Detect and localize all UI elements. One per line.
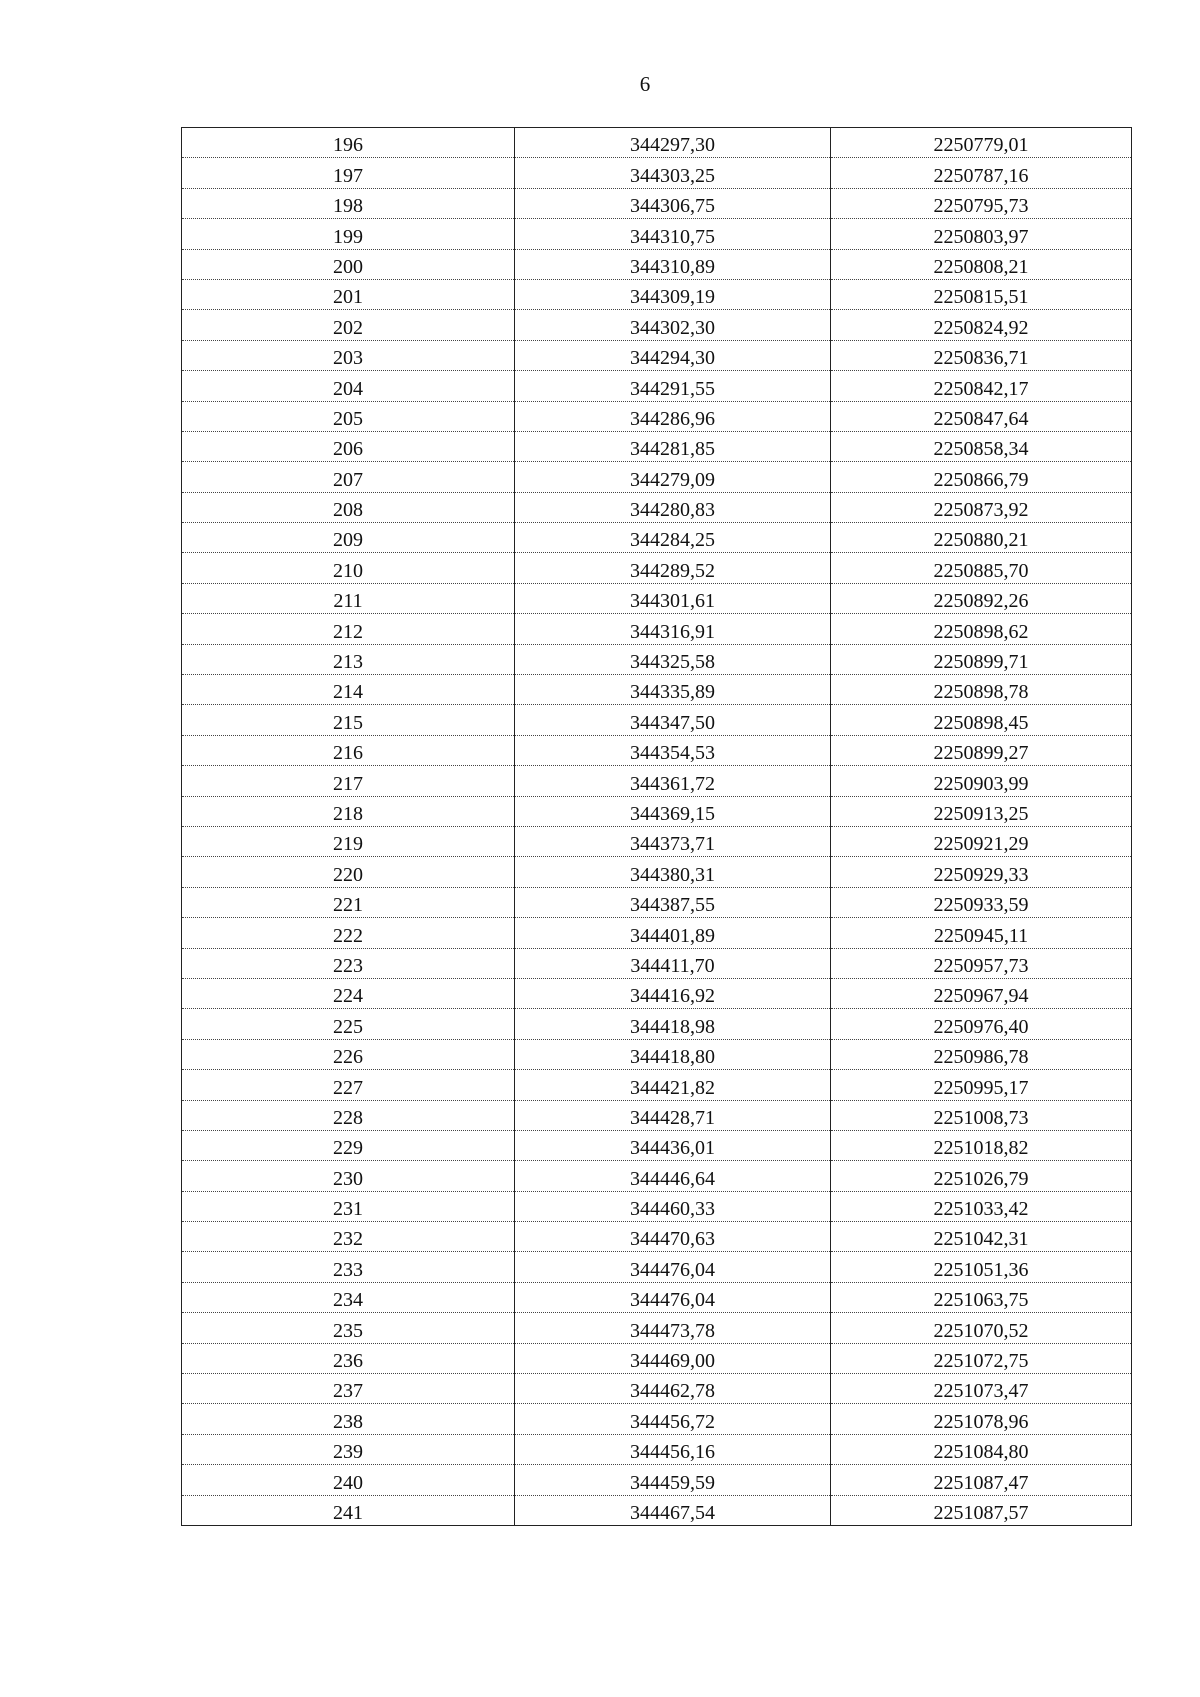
point-number-cell: 239 <box>182 1434 515 1464</box>
y-coordinate-cell: 2251070,52 <box>831 1313 1132 1343</box>
point-number-cell: 221 <box>182 887 515 917</box>
table-row <box>182 705 1132 735</box>
table-row <box>182 948 1132 978</box>
x-coordinate-cell: 344421,82 <box>515 1070 831 1100</box>
y-coordinate-cell: 2250842,17 <box>831 371 1132 401</box>
point-number-cell: 225 <box>182 1009 515 1039</box>
point-number-cell: 211 <box>182 583 515 613</box>
y-coordinate-cell: 2250892,26 <box>831 583 1132 613</box>
table-row <box>182 523 1132 553</box>
point-number-cell: 218 <box>182 796 515 826</box>
x-coordinate-cell: 344460,33 <box>515 1191 831 1221</box>
point-number-cell: 200 <box>182 249 515 279</box>
y-coordinate-cell: 2251042,31 <box>831 1222 1132 1252</box>
point-number-cell: 231 <box>182 1191 515 1221</box>
table-row <box>182 553 1132 583</box>
y-coordinate-cell: 2251018,82 <box>831 1130 1132 1160</box>
point-number-cell: 238 <box>182 1404 515 1434</box>
point-number-cell: 214 <box>182 675 515 705</box>
x-coordinate-cell: 344369,15 <box>515 796 831 826</box>
table-row <box>182 401 1132 431</box>
point-number-cell: 201 <box>182 279 515 309</box>
table-row <box>182 1039 1132 1069</box>
table-row <box>182 1374 1132 1404</box>
table-row <box>182 796 1132 826</box>
x-coordinate-cell: 344462,78 <box>515 1374 831 1404</box>
point-number-cell: 240 <box>182 1465 515 1495</box>
page-number: 6 <box>639 72 651 96</box>
point-number-cell: 232 <box>182 1222 515 1252</box>
point-number-cell: 215 <box>182 705 515 735</box>
y-coordinate-cell: 2250880,21 <box>831 523 1132 553</box>
y-coordinate-cell: 2250957,73 <box>831 948 1132 978</box>
point-number-cell: 241 <box>182 1495 515 1525</box>
table-row <box>182 918 1132 948</box>
y-coordinate-cell: 2251072,75 <box>831 1343 1132 1373</box>
point-number-cell: 233 <box>182 1252 515 1282</box>
point-number-cell: 226 <box>182 1039 515 1069</box>
x-coordinate-cell: 344418,98 <box>515 1009 831 1039</box>
point-number-cell: 237 <box>182 1374 515 1404</box>
x-coordinate-cell: 344473,78 <box>515 1313 831 1343</box>
x-coordinate-cell: 344279,09 <box>515 462 831 492</box>
x-coordinate-cell: 344428,71 <box>515 1100 831 1130</box>
table-row <box>182 675 1132 705</box>
point-number-cell: 209 <box>182 523 515 553</box>
point-number-cell: 210 <box>182 553 515 583</box>
x-coordinate-cell: 344284,25 <box>515 523 831 553</box>
y-coordinate-cell: 2250995,17 <box>831 1070 1132 1100</box>
table-row <box>182 1434 1132 1464</box>
point-number-cell: 234 <box>182 1282 515 1312</box>
x-coordinate-cell: 344401,89 <box>515 918 831 948</box>
table-row <box>182 1070 1132 1100</box>
x-coordinate-cell: 344303,25 <box>515 158 831 188</box>
y-coordinate-cell: 2250986,78 <box>831 1039 1132 1069</box>
y-coordinate-cell: 2250866,79 <box>831 462 1132 492</box>
y-coordinate-cell: 2250847,64 <box>831 401 1132 431</box>
point-number-cell: 217 <box>182 766 515 796</box>
table-row <box>182 1313 1132 1343</box>
point-number-cell: 223 <box>182 948 515 978</box>
x-coordinate-cell: 344306,75 <box>515 188 831 218</box>
point-number-cell: 205 <box>182 401 515 431</box>
y-coordinate-cell: 2250899,71 <box>831 644 1132 674</box>
point-number-cell: 222 <box>182 918 515 948</box>
y-coordinate-cell: 2250803,97 <box>831 219 1132 249</box>
x-coordinate-cell: 344297,30 <box>515 128 831 158</box>
table-row <box>182 340 1132 370</box>
table-row <box>182 371 1132 401</box>
table-row <box>182 644 1132 674</box>
y-coordinate-cell: 2250976,40 <box>831 1009 1132 1039</box>
y-coordinate-cell: 2250873,92 <box>831 492 1132 522</box>
table-row <box>182 614 1132 644</box>
y-coordinate-cell: 2250945,11 <box>831 918 1132 948</box>
x-coordinate-cell: 344387,55 <box>515 887 831 917</box>
x-coordinate-cell: 344347,50 <box>515 705 831 735</box>
x-coordinate-cell: 344459,59 <box>515 1465 831 1495</box>
table-row <box>182 1100 1132 1130</box>
x-coordinate-cell: 344286,96 <box>515 401 831 431</box>
point-number-cell: 206 <box>182 431 515 461</box>
point-number-cell: 208 <box>182 492 515 522</box>
y-coordinate-cell: 2250824,92 <box>831 310 1132 340</box>
table-row <box>182 1404 1132 1434</box>
point-number-cell: 204 <box>182 371 515 401</box>
x-coordinate-cell: 344469,00 <box>515 1343 831 1373</box>
x-coordinate-cell: 344310,75 <box>515 219 831 249</box>
point-number-cell: 197 <box>182 158 515 188</box>
x-coordinate-cell: 344289,52 <box>515 553 831 583</box>
x-coordinate-cell: 344476,04 <box>515 1282 831 1312</box>
point-number-cell: 224 <box>182 978 515 1008</box>
coordinates-table <box>181 127 1132 1526</box>
y-coordinate-cell: 2250795,73 <box>831 188 1132 218</box>
table-row <box>182 188 1132 218</box>
point-number-cell: 227 <box>182 1070 515 1100</box>
table-row <box>182 1252 1132 1282</box>
y-coordinate-cell: 2250836,71 <box>831 340 1132 370</box>
y-coordinate-cell: 2251087,57 <box>831 1495 1132 1525</box>
y-coordinate-cell: 2250967,94 <box>831 978 1132 1008</box>
table-row <box>182 1191 1132 1221</box>
x-coordinate-cell: 344335,89 <box>515 675 831 705</box>
table-row <box>182 766 1132 796</box>
y-coordinate-cell: 2250898,62 <box>831 614 1132 644</box>
y-coordinate-cell: 2250913,25 <box>831 796 1132 826</box>
y-coordinate-cell: 2251063,75 <box>831 1282 1132 1312</box>
point-number-cell: 202 <box>182 310 515 340</box>
y-coordinate-cell: 2251087,47 <box>831 1465 1132 1495</box>
x-coordinate-cell: 344380,31 <box>515 857 831 887</box>
point-number-cell: 196 <box>182 128 515 158</box>
x-coordinate-cell: 344373,71 <box>515 826 831 856</box>
x-coordinate-cell: 344309,19 <box>515 279 831 309</box>
table-row <box>182 279 1132 309</box>
table-row <box>182 1495 1132 1525</box>
x-coordinate-cell: 344476,04 <box>515 1252 831 1282</box>
x-coordinate-cell: 344325,58 <box>515 644 831 674</box>
table-row <box>182 492 1132 522</box>
point-number-cell: 198 <box>182 188 515 218</box>
x-coordinate-cell: 344301,61 <box>515 583 831 613</box>
y-coordinate-cell: 2250885,70 <box>831 553 1132 583</box>
y-coordinate-cell: 2250903,99 <box>831 766 1132 796</box>
point-number-cell: 199 <box>182 219 515 249</box>
table-row <box>182 462 1132 492</box>
x-coordinate-cell: 344411,70 <box>515 948 831 978</box>
x-coordinate-cell: 344310,89 <box>515 249 831 279</box>
x-coordinate-cell: 344470,63 <box>515 1222 831 1252</box>
point-number-cell: 235 <box>182 1313 515 1343</box>
y-coordinate-cell: 2251084,80 <box>831 1434 1132 1464</box>
x-coordinate-cell: 344354,53 <box>515 735 831 765</box>
table-row <box>182 887 1132 917</box>
x-coordinate-cell: 344436,01 <box>515 1130 831 1160</box>
x-coordinate-cell: 344302,30 <box>515 310 831 340</box>
table-row <box>182 1465 1132 1495</box>
y-coordinate-cell: 2250779,01 <box>831 128 1132 158</box>
x-coordinate-cell: 344418,80 <box>515 1039 831 1069</box>
y-coordinate-cell: 2250898,45 <box>831 705 1132 735</box>
y-coordinate-cell: 2250815,51 <box>831 279 1132 309</box>
table-row <box>182 1282 1132 1312</box>
table-row <box>182 1161 1132 1191</box>
x-coordinate-cell: 344456,16 <box>515 1434 831 1464</box>
x-coordinate-cell: 344316,91 <box>515 614 831 644</box>
y-coordinate-cell: 2250858,34 <box>831 431 1132 461</box>
table-row <box>182 826 1132 856</box>
point-number-cell: 228 <box>182 1100 515 1130</box>
table-row <box>182 219 1132 249</box>
point-number-cell: 236 <box>182 1343 515 1373</box>
y-coordinate-cell: 2250929,33 <box>831 857 1132 887</box>
point-number-cell: 207 <box>182 462 515 492</box>
table-row <box>182 158 1132 188</box>
table-row <box>182 583 1132 613</box>
y-coordinate-cell: 2251078,96 <box>831 1404 1132 1434</box>
point-number-cell: 220 <box>182 857 515 887</box>
point-number-cell: 229 <box>182 1130 515 1160</box>
table-row <box>182 310 1132 340</box>
table-row <box>182 857 1132 887</box>
x-coordinate-cell: 344361,72 <box>515 766 831 796</box>
y-coordinate-cell: 2250898,78 <box>831 675 1132 705</box>
table-row <box>182 128 1132 158</box>
y-coordinate-cell: 2251008,73 <box>831 1100 1132 1130</box>
table-row <box>182 1009 1132 1039</box>
x-coordinate-cell: 344467,54 <box>515 1495 831 1525</box>
table-row <box>182 735 1132 765</box>
y-coordinate-cell: 2250808,21 <box>831 249 1132 279</box>
table-row <box>182 1222 1132 1252</box>
y-coordinate-cell: 2251026,79 <box>831 1161 1132 1191</box>
point-number-cell: 212 <box>182 614 515 644</box>
x-coordinate-cell: 344291,55 <box>515 371 831 401</box>
x-coordinate-cell: 344281,85 <box>515 431 831 461</box>
y-coordinate-cell: 2250933,59 <box>831 887 1132 917</box>
table-row <box>182 1130 1132 1160</box>
y-coordinate-cell: 2251033,42 <box>831 1191 1132 1221</box>
point-number-cell: 203 <box>182 340 515 370</box>
y-coordinate-cell: 2250899,27 <box>831 735 1132 765</box>
x-coordinate-cell: 344294,30 <box>515 340 831 370</box>
point-number-cell: 216 <box>182 735 515 765</box>
x-coordinate-cell: 344446,64 <box>515 1161 831 1191</box>
table-row <box>182 431 1132 461</box>
x-coordinate-cell: 344280,83 <box>515 492 831 522</box>
table-row <box>182 978 1132 1008</box>
x-coordinate-cell: 344416,92 <box>515 978 831 1008</box>
table-row <box>182 1343 1132 1373</box>
point-number-cell: 230 <box>182 1161 515 1191</box>
point-number-cell: 219 <box>182 826 515 856</box>
y-coordinate-cell: 2251051,36 <box>831 1252 1132 1282</box>
table-row <box>182 249 1132 279</box>
y-coordinate-cell: 2250787,16 <box>831 158 1132 188</box>
coordinates-table-body <box>182 128 1132 1526</box>
point-number-cell: 213 <box>182 644 515 674</box>
x-coordinate-cell: 344456,72 <box>515 1404 831 1434</box>
y-coordinate-cell: 2250921,29 <box>831 826 1132 856</box>
y-coordinate-cell: 2251073,47 <box>831 1374 1132 1404</box>
